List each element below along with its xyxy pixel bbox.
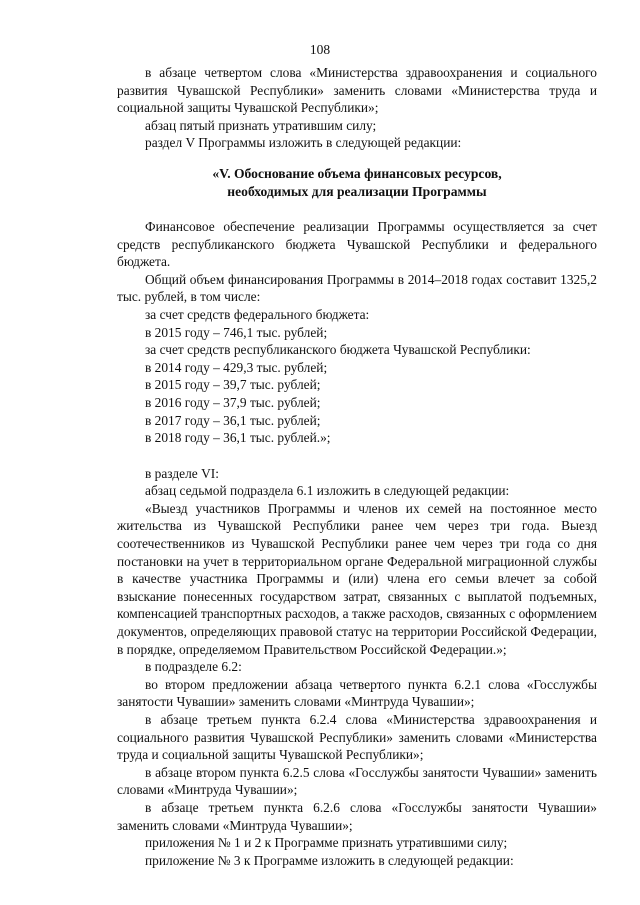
paragraph: в абзаце четвертом слова «Министерства здравоохранения и социального развития Чувашской Республики» заменить словами «Министерства труда и социальной защиты Чувашской Республики»; xyxy=(117,65,597,116)
paragraph: «Выезд участников Программы и членов их семей на постоянное место жительства из Чувашской Республики ранее чем через три года. Выезд соотечественников из Чувашской Республики ранее чем через три года со дня постановки на учет в территориальном органе Федеральной миграционной службы в качестве участника Программы и (или) члена его семьи влечет за собой взыскание понесенных государством затрат, связанных с выплатой подъемных, компенсацией транспортных расходов, а также расходов, связанных с оформлением документов, определяющих правовой статус на территории Российской Федерации, в порядке, определяемом Правительством Российской Федерации.»; xyxy=(117,500,597,657)
paragraph: в абзаце третьем пункта 6.2.6 слова «Госслужбы занятости Чувашии» заменить словами «Минтруда Чувашии»; xyxy=(117,799,597,833)
paragraph: абзац седьмой подраздела 6.1 изложить в следующей редакции: xyxy=(145,483,510,499)
financing-section xyxy=(117,218,597,447)
paragraph: Финансовое обеспечение реализации Программы осуществляется за счет средств республиканского бюджета Чувашской Республики и федерального бюджета. xyxy=(117,218,597,270)
paragraph: во втором предложении абзаца четвертого пункта 6.2.1 слова «Госслужбы занятости Чувашии» заменить словами «Минтруда Чувашии»; xyxy=(117,676,597,710)
paragraph: в 2018 году – 36,1 тыс. рублей.»; xyxy=(145,430,331,446)
section-heading xyxy=(117,165,597,201)
paragraph: в абзаце третьем пункта 6.2.4 слова «Министерства здравоохранения и социального развития Чувашской Республики» заменить словами «Министерства труда и социальной защиты Чувашской Республики»; xyxy=(117,712,597,763)
paragraph: в абзаце втором пункта 6.2.5 слова «Госслужбы занятости Чувашии» заменить словами «Минтруда Чувашии»; xyxy=(117,764,597,798)
paragraph: в 2016 году – 37,9 тыс. рублей; xyxy=(145,394,321,410)
paragraph: абзац пятый признать утратившим силу; xyxy=(145,117,377,133)
paragraph: приложения № 1 и 2 к Программе признать утратившими силу; xyxy=(145,835,508,851)
paragraph: приложение № 3 к Программе изложить в следующей редакции: xyxy=(145,852,514,868)
paragraph: за счет средств республиканского бюджета Чувашской Республики: xyxy=(145,342,531,358)
section-heading-line-2: необходимых для реализации Программы xyxy=(227,183,487,199)
paragraph-gap xyxy=(117,447,597,465)
intro-amendments xyxy=(117,64,597,152)
paragraph: раздел V Программы изложить в следующей редакции: xyxy=(145,135,462,151)
page-number: 108 xyxy=(309,42,331,57)
paragraph: Общий объем финансирования Программы в 2014–2018 годах составит 1325,2 тыс. рублей, в том числе: xyxy=(117,271,597,305)
section-heading-line-1: «V. Обоснование объема финансовых ресурсов, xyxy=(212,165,502,181)
paragraph: в 2014 году – 429,3 тыс. рублей; xyxy=(145,359,328,375)
paragraph: в 2015 году – 39,7 тыс. рублей; xyxy=(145,377,321,393)
paragraph: за счет средств федерального бюджета: xyxy=(145,306,370,322)
paragraph: в 2015 году – 746,1 тыс. рублей; xyxy=(145,324,328,340)
paragraph: в 2017 году – 36,1 тыс. рублей; xyxy=(145,412,321,428)
paragraph: в разделе VI: xyxy=(145,465,219,481)
section-vi-amendments xyxy=(117,465,597,870)
document-body xyxy=(117,64,597,869)
paragraph: в подразделе 6.2: xyxy=(145,659,242,675)
